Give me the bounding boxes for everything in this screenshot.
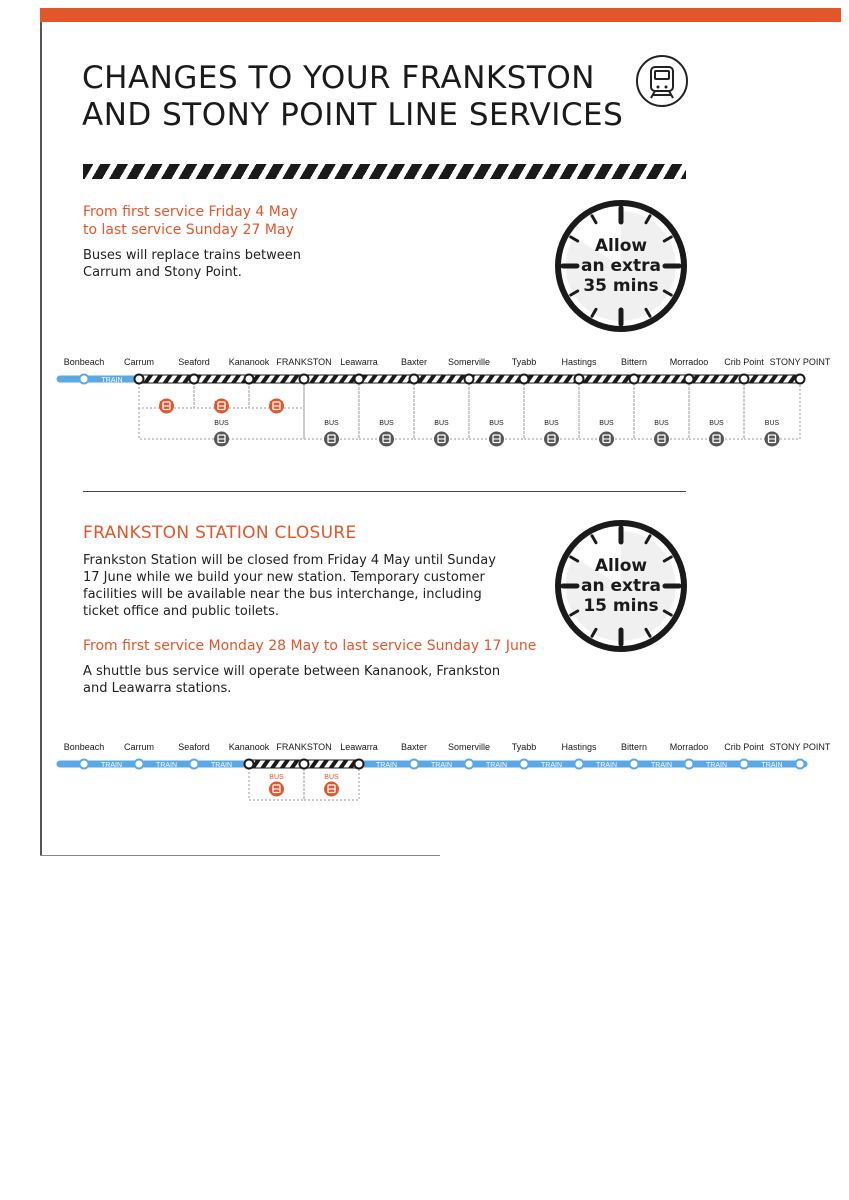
page-title — [82, 60, 623, 134]
title-line-1: CHANGES TO YOUR FRANKSTON — [82, 60, 595, 96]
bus-icon — [489, 432, 504, 447]
station-label: Bittern — [620, 742, 648, 752]
bus-label: BUS — [379, 420, 394, 427]
clock2-label — [554, 519, 688, 653]
bus-label: BUS — [544, 420, 559, 427]
station-node — [796, 375, 805, 384]
section-divider — [83, 491, 686, 492]
station-node — [135, 760, 144, 769]
train-label: TRAIN — [486, 762, 507, 769]
bus-icon — [214, 432, 229, 447]
station-node — [685, 375, 694, 384]
clock2-line1: Allow — [594, 556, 648, 576]
station-label: Seaford — [178, 357, 210, 367]
bus-label: BUS — [489, 420, 504, 427]
bus-icon — [379, 432, 394, 447]
section1-desc-line2: Carrum and Stony Point. — [83, 265, 242, 280]
bus-label: BUS — [764, 420, 780, 427]
station-label: Tyabb — [511, 357, 537, 367]
station-label: Bittern — [620, 357, 648, 367]
station-label: Carrum — [123, 357, 155, 367]
allow-extra-15-clock — [554, 519, 688, 653]
station-label: STONY POINT — [769, 742, 831, 752]
station-node — [740, 375, 749, 384]
train-icon — [638, 57, 686, 105]
station-node — [190, 375, 199, 384]
station-node — [630, 760, 639, 769]
station-node — [80, 760, 89, 769]
section2-desc-line2: and Leawarra stations. — [83, 681, 232, 696]
section2-date: From first service Monday 28 May to last service Sunday 17 June — [83, 638, 537, 654]
bus-icon — [709, 432, 724, 447]
station-label: Leawarra — [340, 357, 378, 367]
clock1-line3: 35 mins — [583, 276, 659, 296]
section1-date — [83, 203, 298, 239]
clock2-line2: an extra — [581, 576, 661, 596]
bus-icon — [159, 399, 174, 414]
clock1-line1: Allow — [594, 236, 648, 256]
station-node — [796, 760, 805, 769]
section2-para-line1: Frankston Station will be closed from Friday 4 May until Sunday — [83, 553, 496, 568]
train-label: TRAIN — [431, 762, 452, 769]
station-label: Tyabb — [511, 742, 537, 752]
train-label: TRAIN — [101, 377, 123, 384]
bus-icon — [654, 432, 669, 447]
station-node — [520, 760, 529, 769]
bus-icon — [765, 432, 780, 447]
station-label: Hastings — [561, 742, 597, 752]
station-node — [80, 375, 89, 384]
station-node — [245, 375, 254, 384]
train-label: TRAIN — [156, 762, 177, 769]
station-label: Baxter — [400, 742, 428, 752]
clock1-line2: an extra — [581, 256, 661, 276]
section1-description — [83, 247, 301, 281]
bus-icon — [269, 399, 284, 414]
bus-label: BUS — [709, 420, 724, 427]
section1-date-line2: to last service Sunday 27 May — [83, 222, 294, 238]
train-label: TRAIN — [211, 762, 232, 769]
title-line-2: AND STONY POINT LINE SERVICES — [82, 97, 624, 133]
station-label: FRANKSTON — [276, 357, 332, 367]
station-label: Hastings — [561, 357, 597, 367]
train-badge — [636, 55, 688, 107]
bottom-rule — [40, 855, 440, 856]
station-node — [300, 375, 309, 384]
train-label: TRAIN — [101, 762, 122, 769]
station-label: Seaford — [178, 742, 210, 752]
section1-date-line1: From first service Friday 4 May — [83, 204, 298, 220]
clock1-label — [554, 199, 688, 333]
section2-heading: FRANKSTON STATION CLOSURE — [83, 523, 357, 543]
bus-label: BUS — [599, 420, 614, 427]
station-node — [740, 760, 749, 769]
section2-para-line2: 17 June while we build your new station. Temporary customer — [83, 570, 485, 585]
station-node — [575, 375, 584, 384]
bus-label: BUS — [324, 420, 339, 427]
station-label: Somerville — [447, 742, 491, 752]
station-label: STONY POINT — [769, 357, 831, 367]
station-label: Morradoo — [669, 742, 709, 752]
bus-icon — [599, 432, 614, 447]
station-node — [630, 375, 639, 384]
station-node — [410, 375, 419, 384]
train-label: TRAIN — [541, 762, 562, 769]
section2-para-line3: facilities will be available near the bus interchange, including — [83, 587, 482, 602]
bus-label: BUS — [434, 420, 449, 427]
station-label: Baxter — [400, 357, 428, 367]
hazard-stripe — [83, 164, 686, 179]
station-node — [300, 760, 309, 769]
bus-label: BUS — [654, 420, 669, 427]
top-accent-bar — [40, 8, 841, 22]
station-node — [135, 375, 144, 384]
station-label: Crib Point — [724, 357, 764, 367]
section2-paragraph — [83, 552, 496, 620]
station-label: Crib Point — [724, 742, 764, 752]
station-label: FRANKSTON — [276, 742, 332, 752]
station-node — [245, 760, 254, 769]
station-node — [190, 760, 199, 769]
train-label: TRAIN — [376, 762, 397, 769]
route-diagram-shuttle-bus — [0, 735, 849, 810]
station-node — [410, 760, 419, 769]
section2-description — [83, 663, 500, 697]
bus-label: BUS — [269, 774, 284, 781]
station-label: Bonbeach — [63, 742, 105, 752]
allow-extra-35-clock — [554, 199, 688, 333]
train-label: TRAIN — [596, 762, 617, 769]
station-label: Kananook — [228, 742, 270, 752]
station-node — [465, 375, 474, 384]
station-label: Somerville — [447, 357, 491, 367]
station-node — [355, 375, 364, 384]
station-node — [465, 760, 474, 769]
station-node — [520, 375, 529, 384]
station-label: Bonbeach — [63, 357, 105, 367]
station-label: Leawarra — [340, 742, 378, 752]
train-label: TRAIN — [706, 762, 727, 769]
bus-icon — [324, 432, 339, 447]
bus-icon — [214, 399, 229, 414]
station-node — [685, 760, 694, 769]
station-label: Kananook — [228, 357, 270, 367]
section2-para-line4: ticket office and public toilets. — [83, 604, 280, 619]
station-label: Morradoo — [669, 357, 709, 367]
route-diagram-bus-replacement — [0, 350, 849, 460]
section1-desc-line1: Buses will replace trains between — [83, 248, 301, 263]
bus-label: BUS — [324, 774, 339, 781]
bus-icon — [434, 432, 449, 447]
station-node — [355, 760, 364, 769]
clock2-line3: 15 mins — [583, 596, 659, 616]
bus-icon — [324, 782, 339, 797]
station-label: Carrum — [123, 742, 155, 752]
section2-desc-line1: A shuttle bus service will operate between Kananook, Frankston — [83, 664, 501, 679]
station-node — [575, 760, 584, 769]
train-label: TRAIN — [761, 762, 783, 769]
bus-label: BUS — [214, 420, 229, 427]
bus-icon — [544, 432, 559, 447]
bus-icon — [269, 782, 284, 797]
train-label: TRAIN — [651, 762, 672, 769]
